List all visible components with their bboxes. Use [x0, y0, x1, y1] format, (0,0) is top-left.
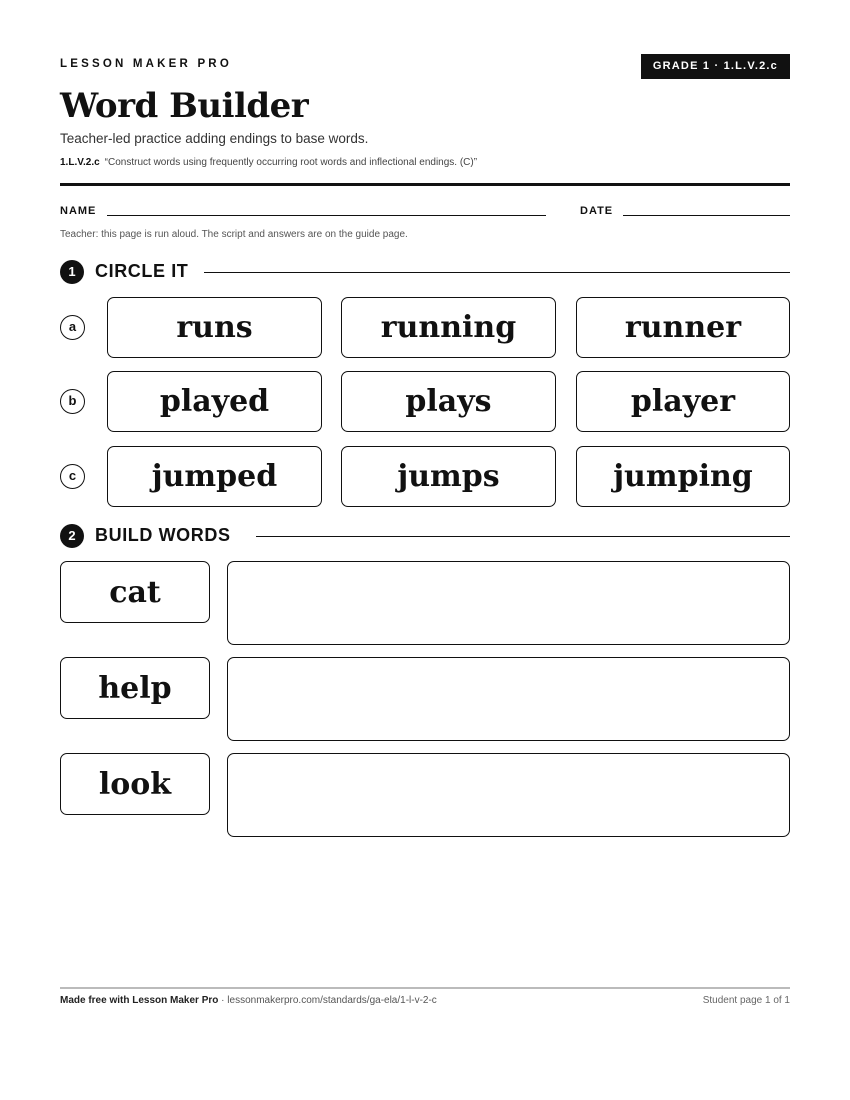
worksheet-page [60, 0, 790, 1100]
section-build-words-header [60, 524, 790, 548]
row-label-b: b [60, 389, 85, 414]
header-divider [60, 183, 790, 186]
standard-text: “Construct words using frequently occurring root words and inflectional endings. (C)” [104, 157, 478, 168]
name-label: NAME [60, 205, 97, 217]
section-rule [256, 536, 790, 537]
base-word-card: cat [60, 561, 210, 623]
section-number: 2 [60, 524, 84, 548]
section-rule [204, 272, 790, 273]
standard-line [60, 157, 477, 168]
footer-separator: · [218, 995, 228, 1006]
answer-box[interactable] [227, 657, 790, 741]
word-choice[interactable]: runs [107, 297, 322, 358]
page-indicator: Student page 1 of 1 [702, 995, 790, 1006]
standard-code: 1.L.V.2.c [60, 157, 100, 168]
word-choice[interactable]: running [341, 297, 556, 358]
footer-url[interactable]: lessonmakerpro.com/standards/ga-ela/1-l-v-2-c [227, 995, 437, 1006]
word-choice[interactable]: player [576, 371, 790, 432]
section-title: CIRCLE IT [95, 261, 189, 281]
row-label-c: c [60, 464, 85, 489]
base-word-card: look [60, 753, 210, 815]
section-number: 1 [60, 260, 84, 284]
section-circle-it-header [60, 260, 790, 284]
word-choice[interactable]: jumped [107, 446, 322, 507]
word-choice[interactable]: played [107, 371, 322, 432]
base-word-card: help [60, 657, 210, 719]
footer-credit-line [60, 995, 437, 1006]
word-choice[interactable]: runner [576, 297, 790, 358]
name-field[interactable] [107, 215, 546, 216]
word-choice[interactable]: plays [341, 371, 556, 432]
word-choice[interactable]: jumps [341, 446, 556, 507]
answer-box[interactable] [227, 753, 790, 837]
teacher-note: Teacher: this page is run aloud. The script and answers are on the guide page. [60, 229, 408, 240]
date-label: DATE [580, 205, 614, 217]
footer-divider [60, 987, 790, 989]
row-label-a: a [60, 315, 85, 340]
grade-badge: GRADE 1 · 1.L.V.2.c [641, 54, 790, 79]
answer-box[interactable] [227, 561, 790, 645]
footer-credit: Made free with Lesson Maker Pro [60, 995, 219, 1006]
word-choice[interactable]: jumping [576, 446, 790, 507]
section-title: BUILD WORDS [95, 525, 231, 545]
brand-name: LESSON MAKER PRO [60, 58, 232, 70]
page-subtitle: Teacher-led practice adding endings to base words. [60, 131, 369, 146]
page-title: Word Builder [60, 86, 309, 126]
date-field[interactable] [623, 215, 790, 216]
